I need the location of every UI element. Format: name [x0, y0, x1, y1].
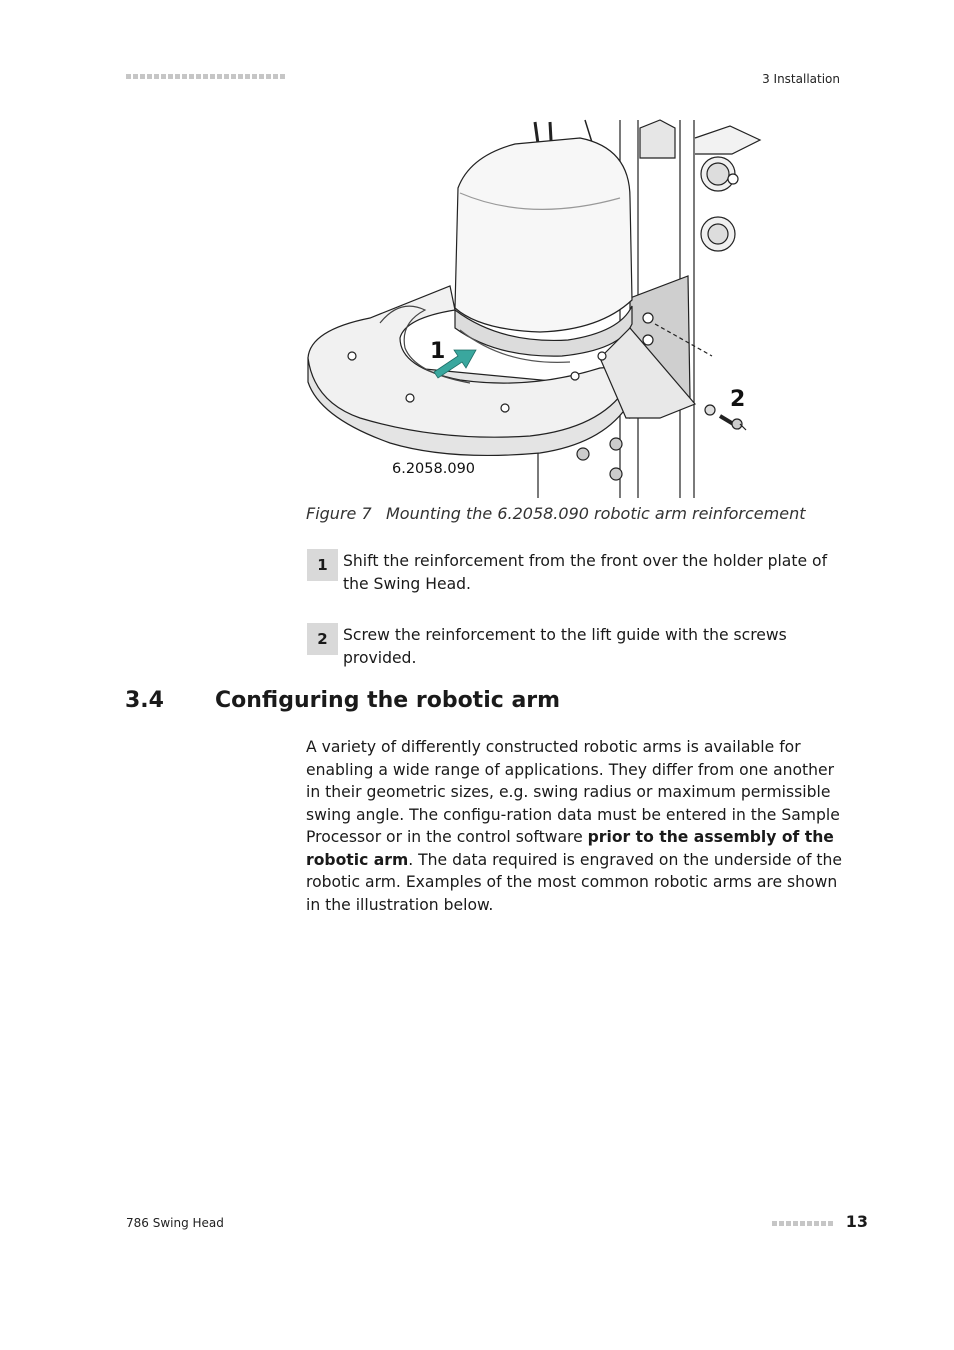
- callout-2: 2: [730, 387, 746, 412]
- figure-illustration: [300, 118, 770, 500]
- step-number: 2: [307, 623, 338, 655]
- step-text: Shift the reinforcement from the front over the holder plate of the Swing Head.: [343, 552, 828, 593]
- figure-number: Figure 7: [306, 504, 372, 523]
- header-chapter: 3 Installation: [762, 72, 840, 86]
- section-number: 3.4: [125, 688, 164, 713]
- callout-1: 1: [430, 339, 446, 364]
- step-text: Screw the reinforcement to the lift guide with the screws provided.: [343, 626, 787, 667]
- paragraph-emphasis: prior to the assembly of the robotic arm: [306, 828, 834, 869]
- section-paragraph: [306, 736, 846, 916]
- header-decoration: [126, 74, 285, 79]
- step-1: [307, 549, 847, 596]
- figure-caption: [306, 504, 805, 523]
- page-number: 13: [845, 1212, 868, 1231]
- part-number-label: 6.2058.090: [392, 461, 476, 477]
- footer-product: 786 Swing Head: [126, 1216, 224, 1230]
- paragraph-text-end: . The data required is engraved on the underside of the robotic arm. Examples of the most common robotic arms are shown in the illustration below.: [306, 850, 842, 914]
- figure-caption-text: Mounting the 6.2058.090 robotic arm reinforcement: [386, 504, 806, 523]
- footer-decoration: [772, 1221, 833, 1226]
- step-number: 1: [307, 549, 338, 581]
- section-title: Configuring the robotic arm: [215, 688, 561, 713]
- paragraph-text-start: A variety of differently constructed robotic arms is available for enabling a wide range of applications. They differ from one another in their geometric sizes, e.g. swing radius or maximum permissible swing angle. The configu-ration data must be entered in the Sample Processor or in the control software: [306, 738, 840, 846]
- robotic-arm-drawing: [300, 118, 770, 500]
- step-2: [307, 623, 847, 670]
